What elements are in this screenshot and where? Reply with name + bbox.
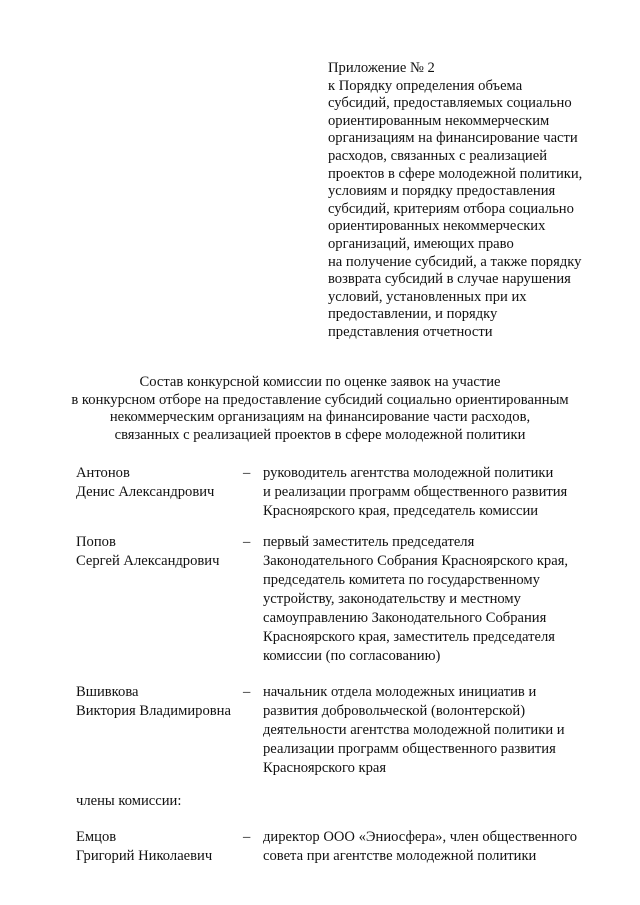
member-entry [76, 683, 616, 778]
role-line: совета при агентстве молодежной политики [263, 848, 537, 864]
role-line: и реализации программ общественного развития [263, 484, 568, 500]
annex-line: возврата субсидий в случае нарушения [328, 271, 571, 288]
dash-separator: – [243, 465, 251, 481]
member-entry [76, 828, 616, 866]
annex-line: субсидий, предоставляемых социально [328, 95, 572, 112]
member-given-name: Денис Александрович [76, 484, 215, 500]
document-heading [40, 374, 600, 445]
role-line: Красноярского края [263, 760, 387, 776]
annex-line: проектов в сфере молодежной политики, [328, 165, 583, 182]
annex-title: Приложение № 2 [328, 60, 435, 76]
annex-line: представления отчетности [328, 323, 493, 340]
member-given-name: Сергей Александрович [76, 553, 220, 569]
heading-line: в конкурсном отборе на предоставление субсидий социально ориентированным [71, 391, 569, 408]
role-line: самоуправлению Законодательного Собрания [263, 610, 547, 626]
heading-line: Состав конкурсной комиссии по оценке заявок на участие [139, 374, 501, 390]
annex-header [328, 60, 628, 342]
role-line: деятельности агентства молодежной политики и [263, 722, 565, 738]
role-line: Законодательного Собрания Красноярского края, [263, 553, 569, 569]
member-role [263, 464, 616, 521]
role-line: реализации программ общественного развития [263, 741, 556, 757]
dash-separator: – [243, 684, 251, 700]
member-name [76, 464, 214, 502]
annex-line: к Порядку определения объема [328, 77, 523, 94]
dash-separator: – [243, 829, 251, 845]
role-line: Красноярского края, заместитель председателя [263, 629, 555, 645]
heading-line: связанных с реализацией проектов в сфере молодежной политики [114, 427, 526, 444]
annex-line: организаций, имеющих право [328, 235, 514, 252]
member-name [76, 828, 212, 866]
member-entry [76, 533, 616, 666]
member-surname: Вшивкова [76, 684, 139, 700]
section-label-members: члены комиссии: [76, 793, 182, 809]
annex-line: субсидий, критериям отбора социально [328, 200, 574, 217]
annex-line: на получение субсидий, а также порядку [328, 253, 582, 270]
role-line: комиссии (по согласованию) [263, 648, 441, 664]
member-given-name: Виктория Владимировна [76, 703, 231, 719]
role-line: устройству, законодательству и местному [263, 591, 521, 607]
member-role [263, 533, 616, 666]
role-line: начальник отдела молодежных инициатив и [263, 684, 537, 700]
annex-line: расходов, связанных с реализацией [328, 147, 548, 164]
heading-line: некоммерческим организациям на финансирование части расходов, [109, 409, 531, 426]
role-line: председатель комитета по государственному [263, 572, 540, 588]
member-surname: Антонов [76, 465, 130, 481]
dash-separator: – [243, 534, 251, 550]
member-role [263, 683, 616, 778]
annex-line: условий, установленных при их [328, 288, 527, 305]
annex-line: ориентированным некоммерческим [328, 112, 550, 129]
member-surname: Попов [76, 534, 116, 550]
role-line: первый заместитель председателя [263, 534, 475, 550]
annex-line: условиям и порядку предоставления [328, 183, 556, 200]
member-name [76, 683, 231, 721]
member-role [263, 828, 616, 866]
role-line: Красноярского края, председатель комиссии [263, 503, 539, 519]
member-entry [76, 464, 616, 521]
annex-line: организациям на финансирование части [328, 130, 578, 147]
role-line: руководитель агентства молодежной политики [263, 465, 554, 481]
member-given-name: Григорий Николаевич [76, 848, 213, 864]
commission-list [76, 464, 616, 866]
role-line: директор ООО «Эниосфера», член общественного [263, 829, 578, 845]
member-surname: Емцов [76, 829, 117, 845]
annex-line: ориентированных некоммерческих [328, 218, 546, 235]
annex-line: предоставлении, и порядку [328, 306, 498, 323]
member-name [76, 533, 219, 571]
role-line: развития добровольческой (волонтерской) [263, 703, 526, 719]
